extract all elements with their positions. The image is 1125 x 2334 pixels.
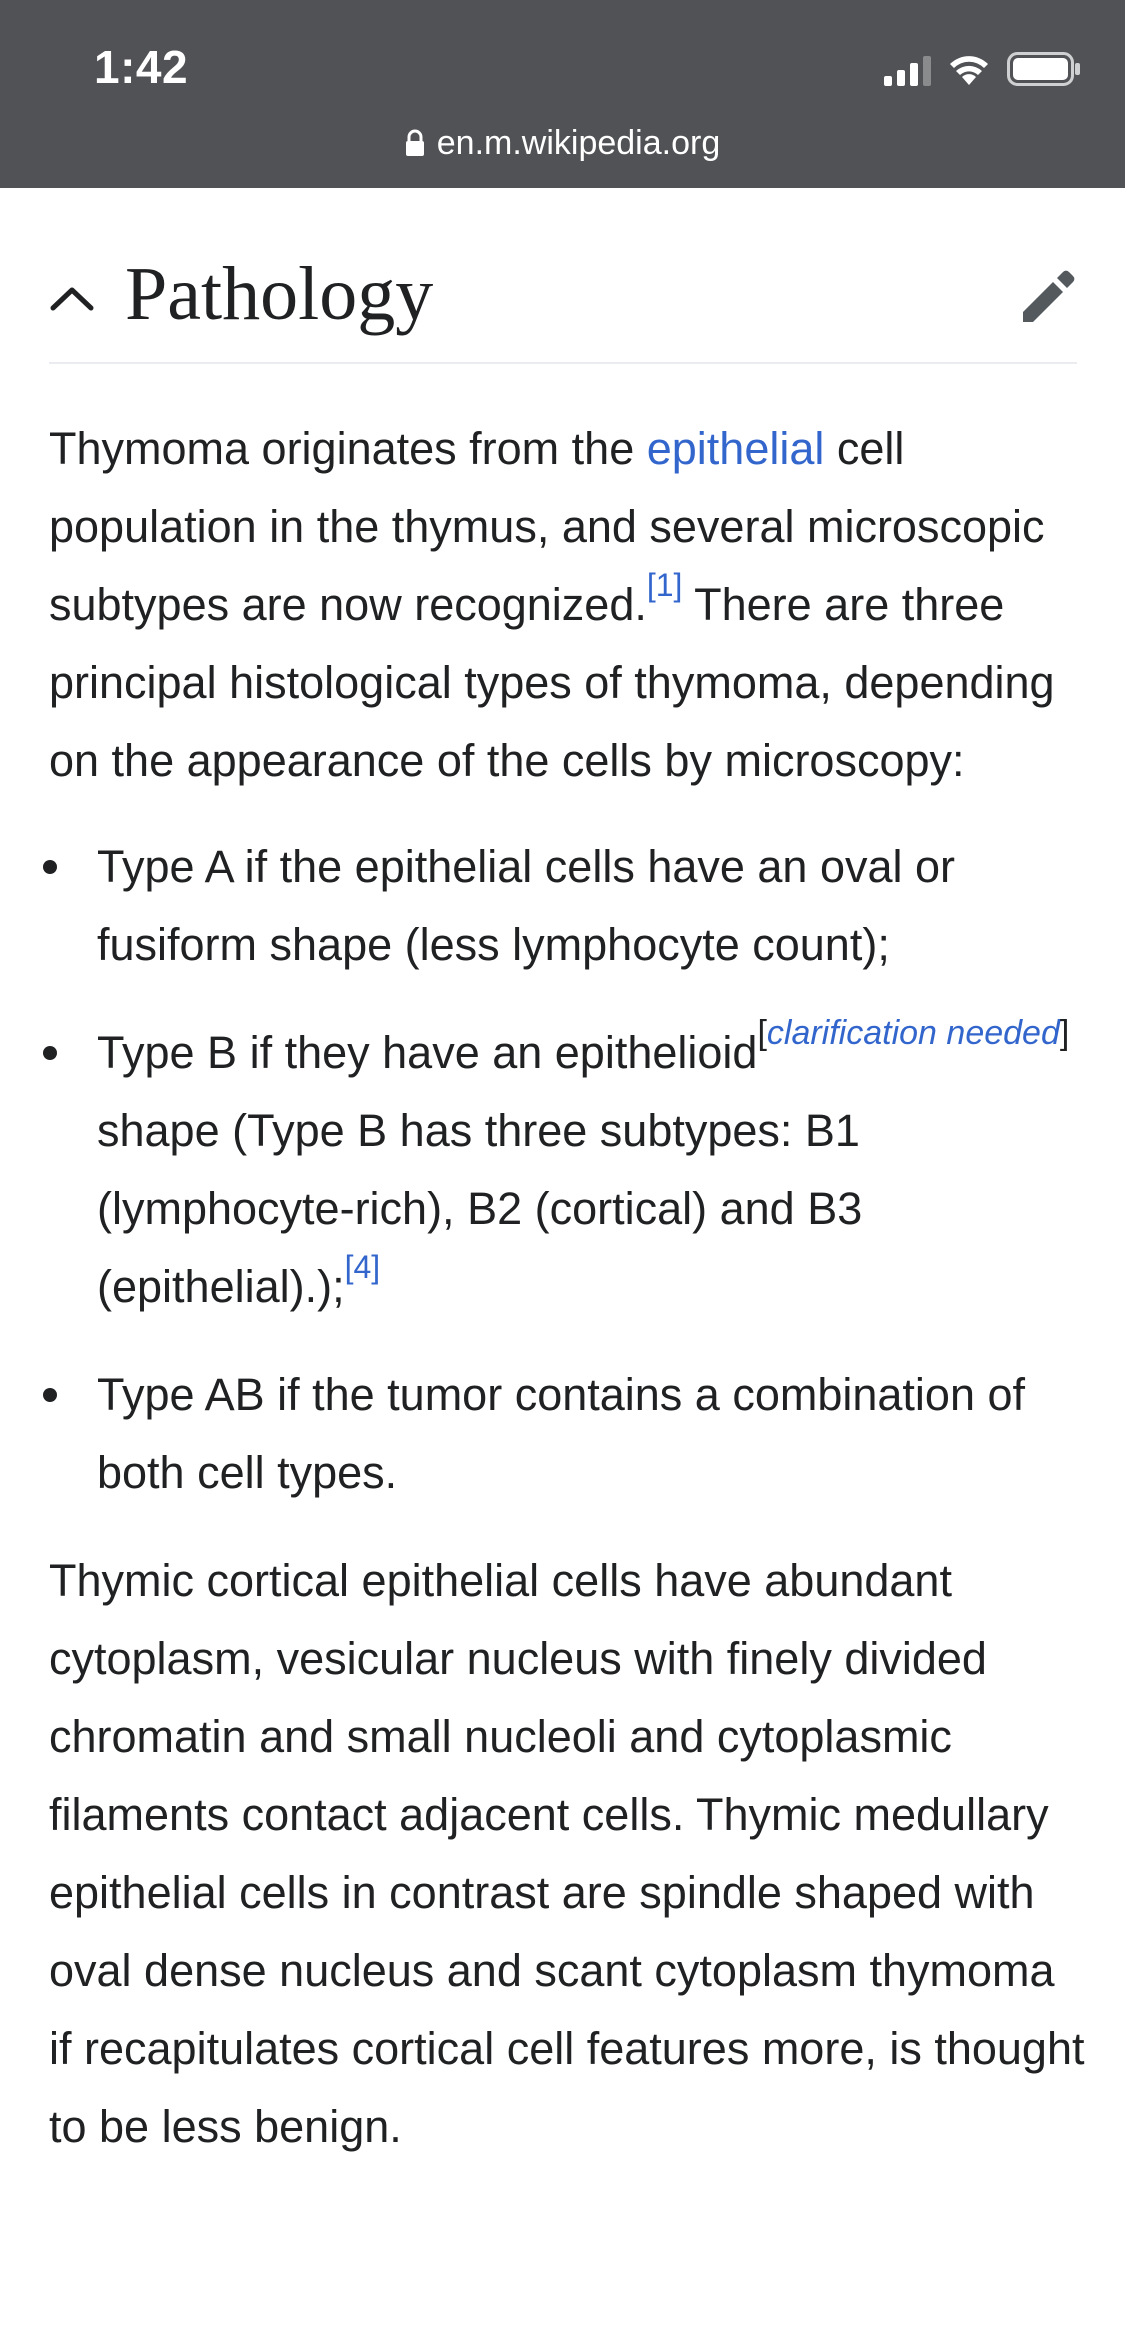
browser-top-bar — [0, 0, 1125, 188]
list-item — [49, 1014, 1089, 1326]
section-body — [49, 410, 1089, 2166]
list-item-text: shape (Type B has three subtypes: B1 (lymphocyte-rich), B2 (cortical) and B3 (epithelial).); — [97, 1105, 863, 1312]
section-title: Pathology — [125, 252, 434, 336]
text-run: There are three principal histological types of thymoma, depending on the appearance of the cells by microscopy: — [49, 579, 1055, 786]
wifi-icon — [947, 52, 991, 86]
list-item — [49, 1356, 1089, 1512]
paragraph-cells: Thymic cortical epithelial cells have abundant cytoplasm, vesicular nucleus with finely divided chromatin and small nucleoli and cytoplasmic filaments contact adjacent cells. Thymic medullary epithelial cells in contrast are spindle shaped with oval dense nucleus and scant cytoplasm thymoma if recapitulates cortical cell features more, is thought to be less benign. — [49, 1555, 1085, 2152]
clarification-needed-tag — [757, 1014, 1069, 1052]
list-item-text: Type A if the epithelial cells have an oval or fusiform shape (less lymphocyte count); — [97, 841, 956, 970]
text-run: cell population in the thymus, and several microscopic subtypes are now recognized. — [49, 423, 1045, 630]
bullet — [43, 1046, 57, 1060]
list-item-text: Type AB if the tumor contains a combination of both cell types. — [97, 1369, 1026, 1498]
text-run: Thymoma originates from the — [49, 423, 647, 474]
status-time: 1:42 — [94, 41, 189, 93]
battery-icon — [1007, 52, 1081, 86]
bullet — [43, 860, 57, 874]
url-domain: en.m.wikipedia.org — [436, 123, 721, 162]
reference-4[interactable]: [4] — [344, 1249, 381, 1285]
cellular-signal-icon — [884, 56, 931, 86]
list-item-text: Type B if they have an epithelioid — [97, 1027, 758, 1078]
link-epithelial[interactable]: epithelial — [646, 423, 825, 474]
histological-types-list — [49, 828, 1089, 1512]
lock-icon — [405, 129, 425, 157]
bracket: ] — [1059, 1014, 1070, 1052]
list-item — [49, 828, 1089, 984]
bullet — [43, 1388, 57, 1402]
status-icons — [884, 52, 1081, 86]
edit-pencil-icon[interactable] — [1019, 268, 1077, 331]
clarification-needed-link[interactable]: clarification needed — [766, 1014, 1060, 1052]
section-header[interactable] — [49, 244, 1077, 364]
reference-1[interactable]: [1] — [646, 567, 683, 603]
paragraph-intro — [49, 410, 1089, 800]
chevron-up-icon[interactable] — [49, 284, 95, 317]
bracket: [ — [757, 1014, 767, 1052]
url-bar[interactable] — [0, 118, 1125, 168]
